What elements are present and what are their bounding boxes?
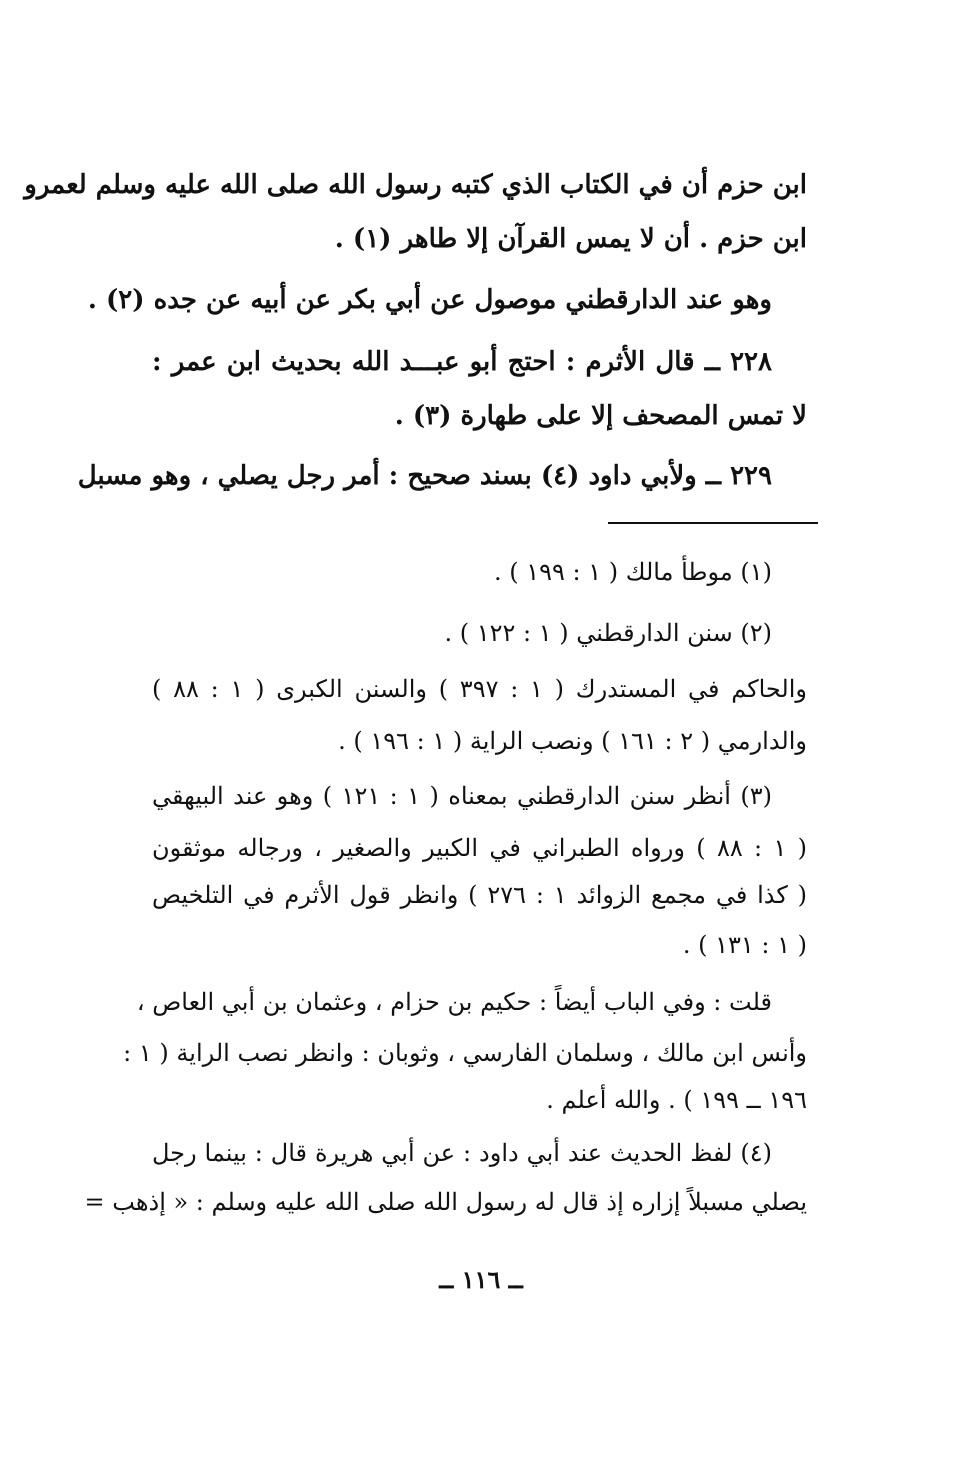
main-text-line-5: لا تمس المصحف إلا على طهارة (٣) . bbox=[394, 401, 807, 431]
footnote-2-cont-2: والدارمي ( ٢ : ١٦١ ) ونصب الراية ( ١ : ١٩٦ ) . bbox=[338, 727, 807, 755]
footnote-1: (١) موطأ مالك ( ١ : ١٩٩ ) . bbox=[493, 558, 772, 586]
main-text-line-1: ابن حزم أن في الكتاب الذي كتبه رسول الله صلى الله عليه وسلم لعمرو bbox=[24, 170, 807, 200]
page-number: ــ ١١٦ ــ bbox=[439, 1265, 523, 1294]
footnote-2: (٢) سنن الدارقطني ( ١ : ١٢٢ ) . bbox=[444, 619, 772, 647]
footnote-qult-2: وأنس ابن مالك ، وسلمان الفارسي ، وثوبان : وانظر نصب الراية ( ١ : bbox=[123, 1039, 807, 1067]
footnote-3-cont-3: ( ١ : ١٣١ ) . bbox=[682, 931, 807, 959]
main-text-line-3: وهو عند الدارقطني موصول عن أبي بكر عن أبيه عن جده (٢) . bbox=[87, 285, 772, 315]
main-text-line-6: ٢٢٩ ــ ولأبي داود (٤) بسند صحيح : أمر رجل يصلي ، وهو مسبل bbox=[77, 461, 772, 491]
footnote-3-cont-1: ( ١ : ٨٨ ) ورواه الطبراني في الكبير والصغير ، ورجاله موثقون bbox=[152, 834, 808, 862]
footnote-2-cont-1: والحاكم في المستدرك ( ١ : ٣٩٧ ) والسنن الكبرى ( ١ : ٨٨ ) bbox=[152, 675, 807, 703]
footnote-qult-3: ١٩٦ ــ ١٩٩ ) . والله أعلم . bbox=[546, 1086, 807, 1114]
footnote-separator bbox=[608, 522, 818, 524]
footnote-qult-1: قلت : وفي الباب أيضاً : حكيم بن حزام ، وعثمان بن أبي العاص ، bbox=[136, 988, 772, 1016]
footnote-3-cont-2: ( كذا في مجمع الزوائد ١ : ٢٧٦ ) وانظر قول الأثرم في التلخيص bbox=[152, 881, 808, 909]
main-text-line-2: ابن حزم . أن لا يمس القرآن إلا طاهر (١) . bbox=[334, 224, 807, 254]
footnote-4-cont-1: يصلي مسبلاً إزاره إذ قال له رسول الله صلى الله عليه وسلم : « إذهب = bbox=[84, 1188, 807, 1216]
footnote-3: (٣) أنظر سنن الدارقطني بمعناه ( ١ : ١٢١ ) وهو عند البيهقي bbox=[152, 782, 772, 810]
main-text-line-4: ٢٢٨ ــ قال الأثرم : احتج أبو عبـــد الله بحديث ابن عمر : bbox=[152, 347, 772, 377]
footnote-4: (٤) لفظ الحديث عند أبي داود : عن أبي هريرة قال : بينما رجل bbox=[152, 1139, 772, 1167]
